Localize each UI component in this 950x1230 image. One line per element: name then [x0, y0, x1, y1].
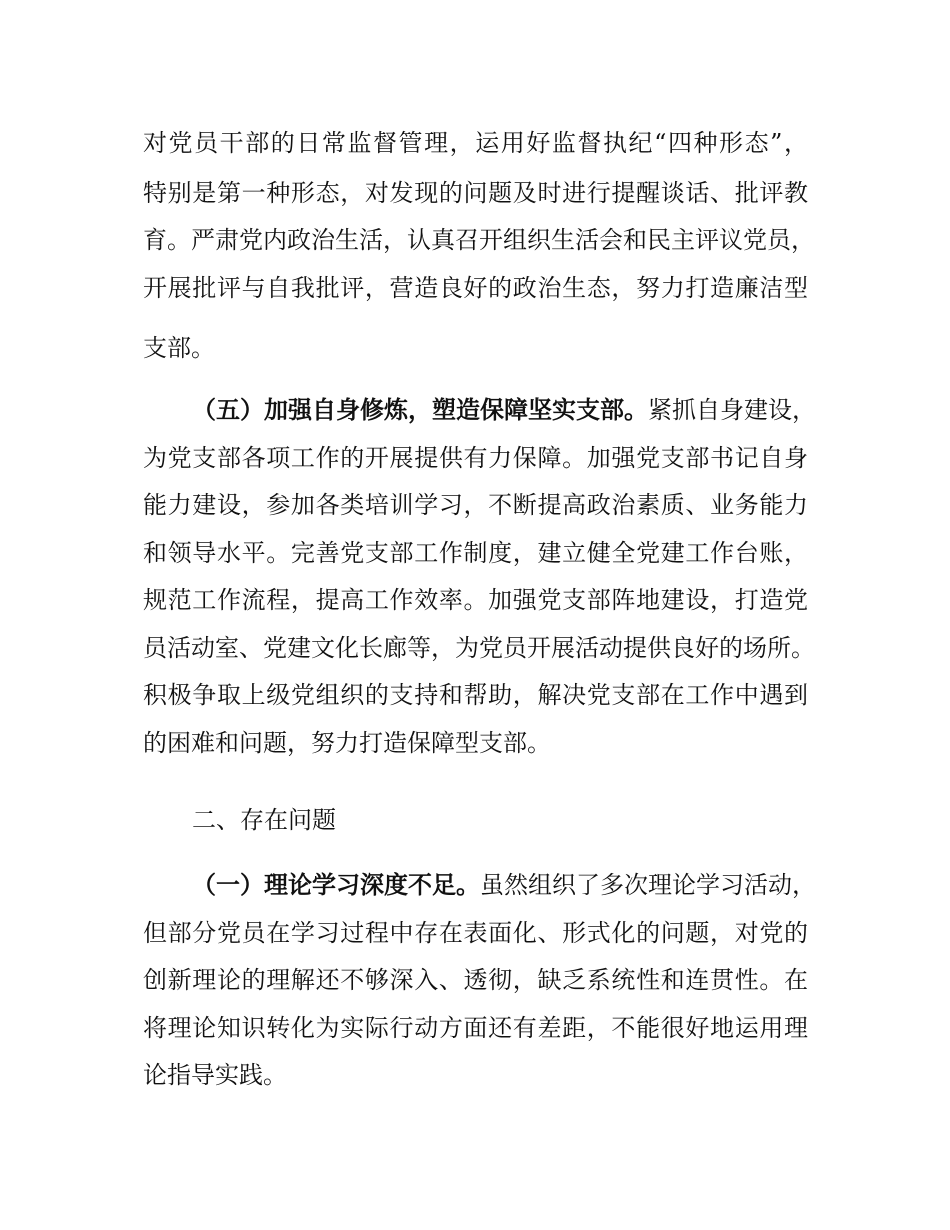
text-line: 对党员干部的日常监督管理，运用好监督执纪“四种形态”，: [143, 129, 808, 157]
text-line: 规范工作流程，提高工作效率。加强党支部阵地建设，打造党: [143, 586, 808, 614]
text-line: 积极争取上级党组织的支持和帮助，解决党支部在工作中遇到: [143, 681, 808, 709]
text-line: 创新理论的理解还不够深入、透彻，缺乏系统性和连贯性。在: [143, 966, 808, 994]
section-heading: 二、存在问题: [192, 806, 336, 834]
text-line: [192, 870, 816, 900]
text-line: 支部。: [143, 334, 215, 362]
text-line: [192, 395, 816, 425]
text-line: 论指导实践。: [143, 1061, 287, 1089]
text-line: 的困难和问题，努力打造保障型支部。: [143, 729, 551, 757]
text-line: 育。严肃党内政治生活，认真召开组织生活会和民主评议党员，: [143, 226, 815, 254]
text-line: 将理论知识转化为实际行动方面还有差距，不能很好地运用理: [143, 1014, 808, 1042]
text-line: 为党支部各项工作的开展提供有力保障。加强党支部书记自身: [143, 444, 808, 472]
text-line: 开展批评与自我批评，营造良好的政治生态，努力打造廉洁型: [143, 274, 808, 302]
paragraph-lead-bold: （五）加强自身修炼，塑造保障坚实支部。: [192, 396, 648, 424]
text-line: 和领导水平。完善党支部工作制度，建立健全党建工作台账，: [143, 539, 808, 567]
paragraph-lead-bold: （一）理论学习深度不足。: [192, 871, 480, 899]
text-segment: 紧抓自身建设，: [648, 396, 816, 424]
text-line: 但部分党员在学习过程中存在表面化、形式化的问题，对党的: [143, 919, 808, 947]
text-line: 员活动室、党建文化长廊等，为党员开展活动提供良好的场所。: [143, 634, 815, 662]
text-line: 特别是第一种形态，对发现的问题及时进行提醒谈话、批评教: [143, 179, 808, 207]
text-segment: 虽然组织了多次理论学习活动，: [480, 871, 816, 899]
text-line: 能力建设，参加各类培训学习，不断提高政治素质、业务能力: [143, 491, 808, 519]
